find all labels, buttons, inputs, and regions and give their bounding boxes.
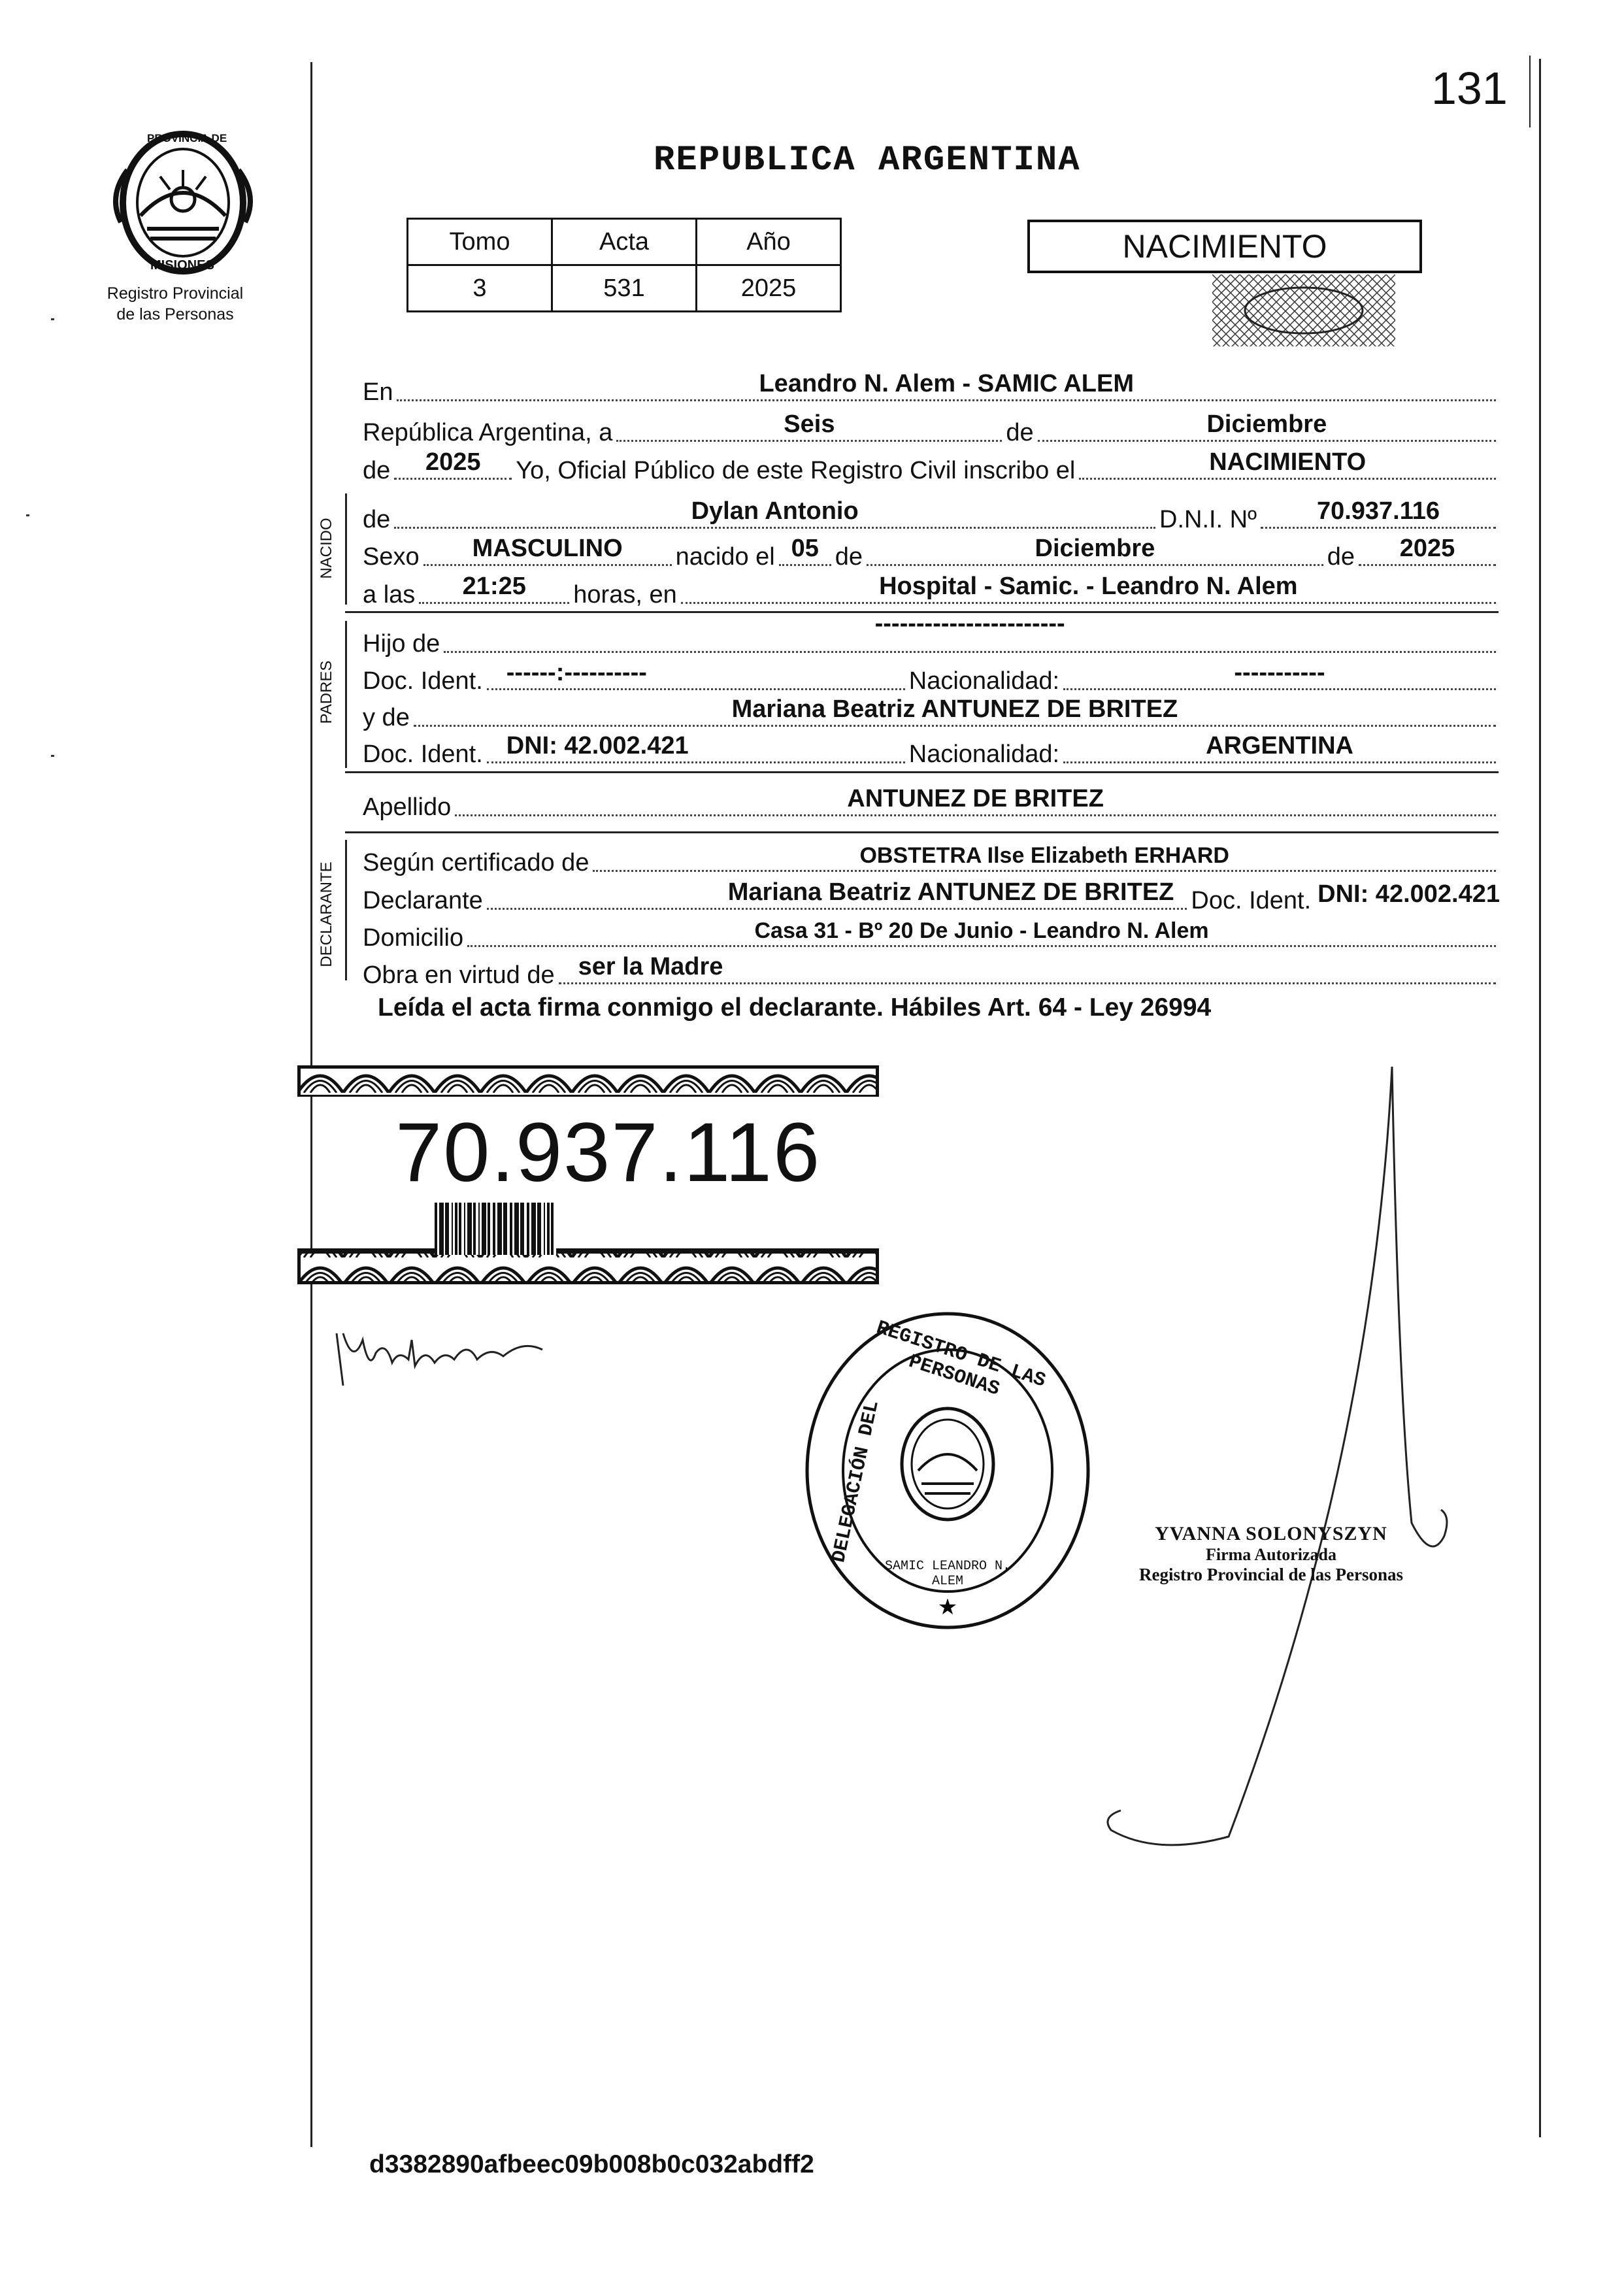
- row-madre-doc: [363, 728, 1500, 769]
- cert-label: Según certificado de: [363, 849, 589, 876]
- declarante-side-label: DECLARANTE: [318, 861, 335, 967]
- declarante-bracket: [345, 840, 347, 980]
- guilloche-pattern-icon: [1212, 275, 1395, 346]
- barcode-bar: [497, 1203, 502, 1255]
- obra-label: Obra en virtud de: [363, 961, 555, 989]
- stamp-inner-text: SAMIC LEANDRO N. ALEM: [884, 1559, 1011, 1589]
- row-apellido: [363, 781, 1500, 822]
- nacido-side-label: NACIDO: [318, 518, 335, 579]
- barcode-bar: [554, 1203, 556, 1255]
- birth-month-value: Diciembre: [1035, 535, 1155, 562]
- declarant-signature: [327, 1314, 562, 1405]
- birth-year-value: 2025: [1399, 535, 1455, 562]
- yde-label: y de: [363, 704, 410, 731]
- birth-place-value: Hospital - Samic. - Leandro N. Alem: [879, 573, 1298, 600]
- official-office: Registro Provincial de las Personas: [1139, 1565, 1403, 1584]
- act-kind-value: NACIMIENTO: [1209, 448, 1367, 476]
- logo-caption-line1: Registro Provincial: [107, 284, 244, 303]
- right-margin-line: [1539, 59, 1541, 2137]
- en-label: En: [363, 378, 393, 406]
- nacido-bracket: [345, 493, 347, 605]
- republica-label: República Argentina, a: [363, 419, 613, 446]
- dni-sticker-number: 70.937.116: [395, 1106, 821, 1199]
- apellido-label: Apellido: [363, 793, 452, 821]
- page-number: 131: [1431, 63, 1508, 114]
- declarante-label: Declarante: [363, 887, 483, 914]
- record-value-tomo: 3: [408, 265, 552, 312]
- mother-nationality-value: ARGENTINA: [1206, 732, 1353, 759]
- sexo-label: Sexo: [363, 543, 420, 571]
- stamp-outer-bottom-text: DELEGACIÓN DEL: [828, 1399, 884, 1565]
- province-seal-logo: [101, 124, 265, 281]
- legal-text: Leída el acta firma conmigo el declarante. Hábiles Art. 64 - Ley 26994: [378, 993, 1212, 1022]
- father-name-value: -----------------------: [874, 610, 1065, 637]
- nombre-de-label: de: [363, 506, 391, 533]
- month-value: Diciembre: [1206, 410, 1327, 438]
- dni-barcode: [435, 1203, 748, 1255]
- barcode-bar: [467, 1203, 472, 1255]
- svg-text:★: ★: [937, 1594, 958, 1620]
- nacido-el-label: nacido el: [675, 543, 775, 571]
- mother-doc-value: DNI: 42.002.421: [506, 732, 689, 759]
- right-edge-line: [1529, 56, 1531, 127]
- de-label-2: de: [363, 457, 391, 484]
- declarant-signature-icon: [327, 1314, 562, 1405]
- domicilio-value: Casa 31 - Bº 20 De Junio - Leandro N. Alem: [754, 918, 1209, 943]
- dni-label: D.N.I. Nº: [1159, 506, 1257, 533]
- record-header-anio: Año: [697, 219, 841, 265]
- logo-caption: [77, 283, 273, 325]
- country-title: REPUBLICA ARGENTINA: [654, 141, 1081, 180]
- father-doc-label: Doc. Ident.: [363, 667, 483, 695]
- mother-name-value: Mariana Beatriz ANTUNEZ DE BRITEZ: [731, 695, 1178, 723]
- father-doc-value: ------:----------: [506, 659, 647, 686]
- declarante-name-value: Mariana Beatriz ANTUNEZ DE BRITEZ: [727, 878, 1174, 906]
- official-name: YVANNA SOLONYSZYN: [1155, 1523, 1387, 1544]
- horas-label: horas, en: [573, 581, 677, 608]
- record-header-tomo: Tomo: [408, 219, 552, 265]
- scan-dot-3: [51, 755, 54, 757]
- child-dni-value: 70.937.116: [1316, 497, 1440, 525]
- barcode-bar: [531, 1203, 536, 1255]
- certificate-value: OBSTETRA Ilse Elizabeth ERHARD: [859, 843, 1229, 868]
- time-value: 21:25: [462, 573, 526, 600]
- place-value: Leandro N. Alem - SAMIC ALEM: [759, 370, 1135, 397]
- security-guilloche-stamp: [1212, 275, 1395, 346]
- row-anio: [363, 444, 1500, 485]
- document-hash: d3382890afbeec09b008b0c032abdff2: [369, 2150, 814, 2178]
- barcode-bar: [514, 1203, 519, 1255]
- declarante-doc-label: Doc. Ident.: [1191, 887, 1312, 914]
- official-role: Firma Autorizada: [1205, 1545, 1337, 1564]
- birth-day-value: 05: [791, 535, 819, 562]
- declarante-doc-value: DNI: 42.002.421: [1317, 880, 1500, 908]
- de-label-birth: de: [835, 543, 863, 571]
- barcode-bar: [439, 1203, 444, 1255]
- year-value: 2025: [425, 448, 481, 476]
- scan-dot-1: [51, 318, 54, 320]
- obra-value: ser la Madre: [578, 953, 723, 980]
- seal-top-text: PROVINCIA DE: [147, 132, 227, 144]
- day-words-value: Seis: [784, 410, 835, 438]
- row-hora: [363, 569, 1500, 609]
- official-name-block: [1104, 1523, 1438, 1585]
- record-type-box: NACIMIENTO: [1027, 220, 1422, 273]
- province-seal-icon: [101, 124, 265, 281]
- record-value-acta: 531: [552, 265, 697, 312]
- a-las-label: a las: [363, 581, 416, 608]
- de-label-birth-2: de: [1327, 543, 1355, 571]
- stamp-outer-top-text: REGISTRO DE LAS PERSONAS: [873, 1316, 1048, 1401]
- record-value-anio: 2025: [697, 265, 841, 312]
- father-nationality-value: -----------: [1234, 659, 1325, 686]
- padres-bracket: [345, 621, 347, 768]
- row-obra: [363, 949, 1500, 990]
- oficial-text: Yo, Oficial Público de este Registro Civil inscribo el: [516, 457, 1076, 484]
- de-label: de: [1006, 419, 1034, 446]
- hijo-label: Hijo de: [363, 630, 440, 658]
- mother-doc-label: Doc. Ident.: [363, 741, 483, 768]
- padres-side-label: PADRES: [318, 660, 335, 724]
- scan-dot-2: [26, 514, 29, 516]
- record-table: [406, 218, 842, 312]
- father-nac-label: Nacionalidad:: [908, 667, 1060, 695]
- apellido-value: ANTUNEZ DE BRITEZ: [847, 785, 1104, 812]
- separator-2: [345, 771, 1499, 773]
- sexo-value: MASCULINO: [472, 535, 623, 562]
- mother-nac-label: Nacionalidad:: [908, 741, 1060, 768]
- record-header-acta: Acta: [552, 219, 697, 265]
- barcode-bar: [482, 1203, 486, 1255]
- official-signature-icon: [876, 1065, 1464, 1863]
- official-signature: [876, 1065, 1464, 1863]
- child-name-value: Dylan Antonio: [691, 497, 859, 525]
- seal-bottom-text: MISIONES: [150, 258, 214, 273]
- domicilio-label: Domicilio: [363, 924, 464, 952]
- logo-caption-line2: de las Personas: [116, 305, 234, 324]
- dni-sticker: [297, 1065, 879, 1291]
